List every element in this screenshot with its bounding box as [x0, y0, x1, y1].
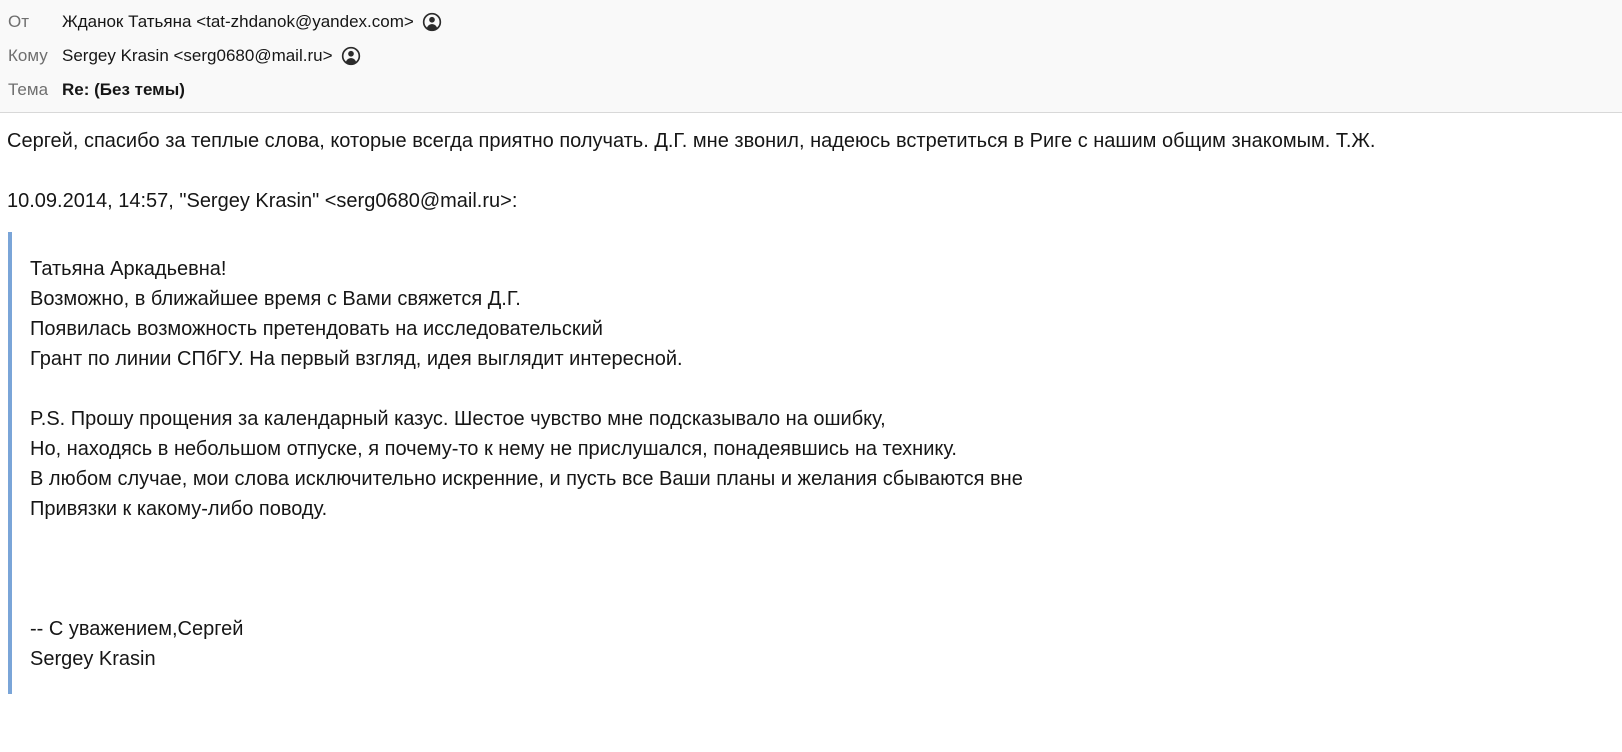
quote-line: Возможно, в ближайшее время с Вами свяжется Д.Г.: [30, 288, 521, 310]
quote-signature-name: Sergey Krasin: [30, 648, 156, 670]
quote-line: Появилась возможность претендовать на исследовательский: [30, 318, 603, 340]
quote-line: Грант по линии СПбГУ. На первый взгляд, идея выглядит интересной.: [30, 348, 683, 370]
subject-label: Тема: [8, 80, 49, 99]
to-label: Кому: [8, 46, 48, 65]
to-address: [62, 46, 361, 66]
from-label: От: [8, 12, 30, 31]
quote-line: [30, 584, 1614, 614]
quote-line: [30, 554, 1614, 584]
to-address-text: Sergey Krasin <serg0680@mail.ru>: [62, 46, 333, 65]
blank-line: [7, 156, 1614, 186]
quote-line: Но, находясь в небольшом отпуске, я почему-то к нему не прислушался, понадеявшись на технику.: [30, 438, 957, 460]
subject-text: Re: (Без темы): [62, 80, 185, 99]
quoted-message: [8, 232, 1614, 694]
to-row: [0, 39, 1622, 73]
quote-line: [30, 524, 1614, 554]
from-row: [0, 5, 1622, 39]
contact-avatar-icon[interactable]: [422, 12, 442, 32]
quote-line: Татьяна Аркадьевна!: [30, 258, 227, 280]
quote-line: Привязки к какому-либо поводу.: [30, 498, 328, 520]
subject-row: [0, 73, 1622, 107]
contact-avatar-icon[interactable]: [341, 46, 361, 66]
message-header: [0, 0, 1622, 113]
from-address: [62, 12, 442, 32]
quote-line: [30, 374, 1614, 404]
quote-line: P.S. Прошу прощения за календарный казус. Шестое чувство мне подсказывало на ошибку,: [30, 408, 886, 430]
quote-attribution-line: 10.09.2014, 14:57, "Sergey Krasin" <serg0680@mail.ru>:: [7, 190, 518, 212]
message-body: [0, 113, 1622, 694]
body-intro-line: Сергей, спасибо за теплые слова, которые всегда приятно получать. Д.Г. мне звонил, надеюсь встретиться в Риге с нашим общим знакомым. Т.Ж.: [7, 130, 1376, 152]
quote-line: В любом случае, мои слова исключительно искренние, и пусть все Ваши планы и желания сбываются вне: [30, 468, 1023, 490]
from-address-text: Жданок Татьяна <tat-zhdanok@yandex.com>: [62, 12, 414, 31]
quote-signature-line: -- С уважением,Сергей: [30, 618, 244, 640]
